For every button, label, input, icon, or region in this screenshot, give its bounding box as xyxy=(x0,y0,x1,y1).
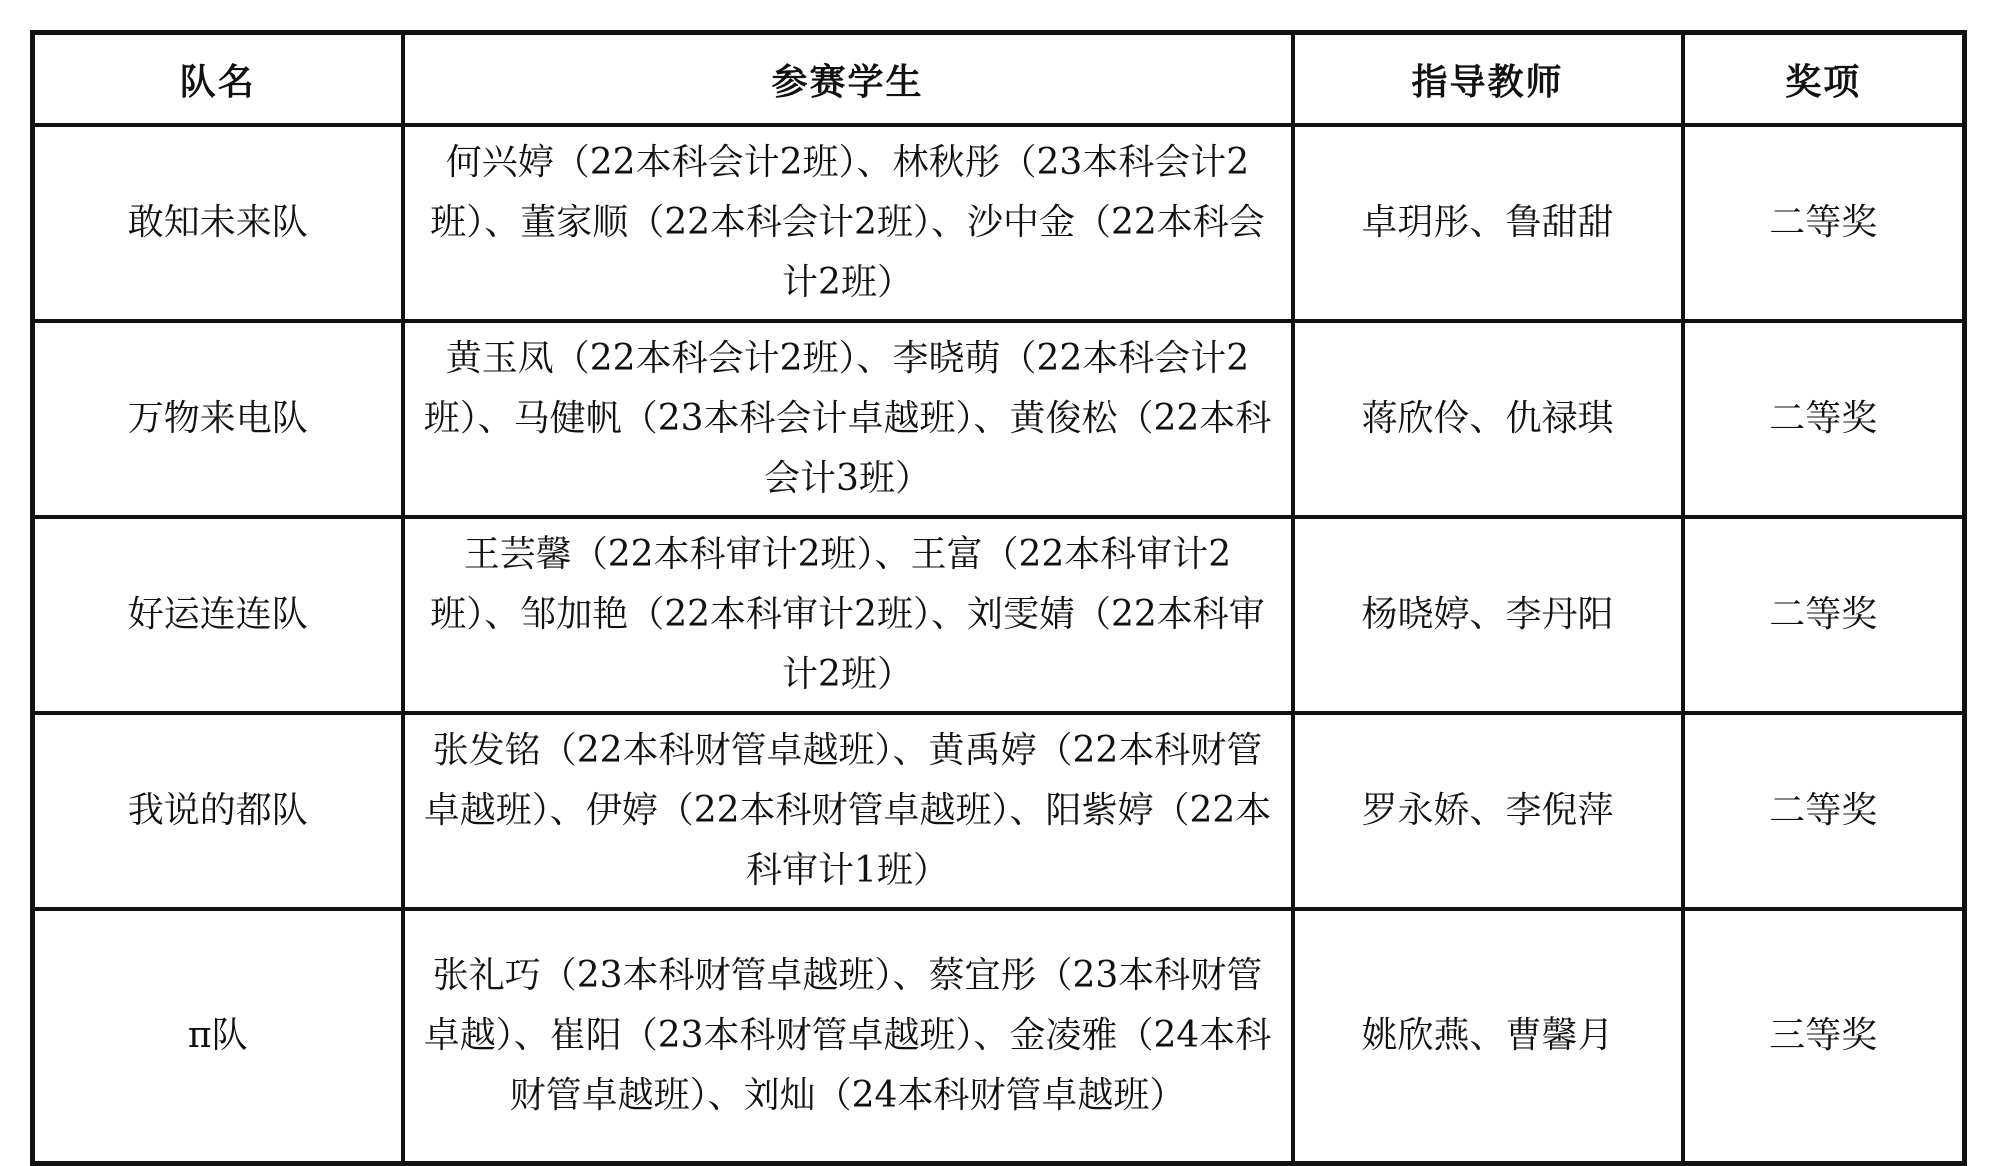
team-name-cell: 敢知未来队 xyxy=(33,125,403,321)
award-cell: 二等奖 xyxy=(1683,713,1965,909)
award-cell: 二等奖 xyxy=(1683,125,1965,321)
team-name-cell: π队 xyxy=(33,909,403,1164)
table-row xyxy=(33,713,1965,909)
students-cell: 张发铭（22本科财管卓越班）、黄禹婷（22本科财管卓越班）、伊婷（22本科财管卓越班）、阳紫婷（22本科审计1班） xyxy=(403,713,1293,909)
header-award: 奖项 xyxy=(1683,33,1965,126)
team-name-cell: 我说的都队 xyxy=(33,713,403,909)
team-name-cell: 万物来电队 xyxy=(33,321,403,517)
advisors-cell: 卓玥彤、鲁甜甜 xyxy=(1293,125,1683,321)
advisors-cell: 罗永娇、李倪萍 xyxy=(1293,713,1683,909)
team-name-cell: 好运连连队 xyxy=(33,517,403,713)
table-header-row xyxy=(33,33,1965,126)
award-table-container xyxy=(30,30,1962,1166)
header-students: 参赛学生 xyxy=(403,33,1293,126)
students-cell: 王芸馨（22本科审计2班）、王富（22本科审计2班）、邹加艳（22本科审计2班）、刘雯婧（22本科审计2班） xyxy=(403,517,1293,713)
students-cell: 何兴婷（22本科会计2班）、林秋彤（23本科会计2班）、董家顺（22本科会计2班）、沙中金（22本科会计2班） xyxy=(403,125,1293,321)
students-cell: 张礼巧（23本科财管卓越班）、蔡宜彤（23本科财管卓越）、崔阳（23本科财管卓越班）、金凌雅（24本科财管卓越班）、刘灿（24本科财管卓越班） xyxy=(403,909,1293,1164)
table-row xyxy=(33,125,1965,321)
award-cell: 二等奖 xyxy=(1683,321,1965,517)
header-team: 队名 xyxy=(33,33,403,126)
advisors-cell: 姚欣燕、曹馨月 xyxy=(1293,909,1683,1164)
award-cell: 二等奖 xyxy=(1683,517,1965,713)
table-row xyxy=(33,909,1965,1164)
table-row xyxy=(33,321,1965,517)
header-advisors: 指导教师 xyxy=(1293,33,1683,126)
students-cell: 黄玉凤（22本科会计2班）、李晓萌（22本科会计2班）、马健帆（23本科会计卓越班）、黄俊松（22本科会计3班） xyxy=(403,321,1293,517)
advisors-cell: 蒋欣伶、仇禄琪 xyxy=(1293,321,1683,517)
table-row xyxy=(33,517,1965,713)
award-cell: 三等奖 xyxy=(1683,909,1965,1164)
award-table xyxy=(30,30,1967,1166)
advisors-cell: 杨晓婷、李丹阳 xyxy=(1293,517,1683,713)
